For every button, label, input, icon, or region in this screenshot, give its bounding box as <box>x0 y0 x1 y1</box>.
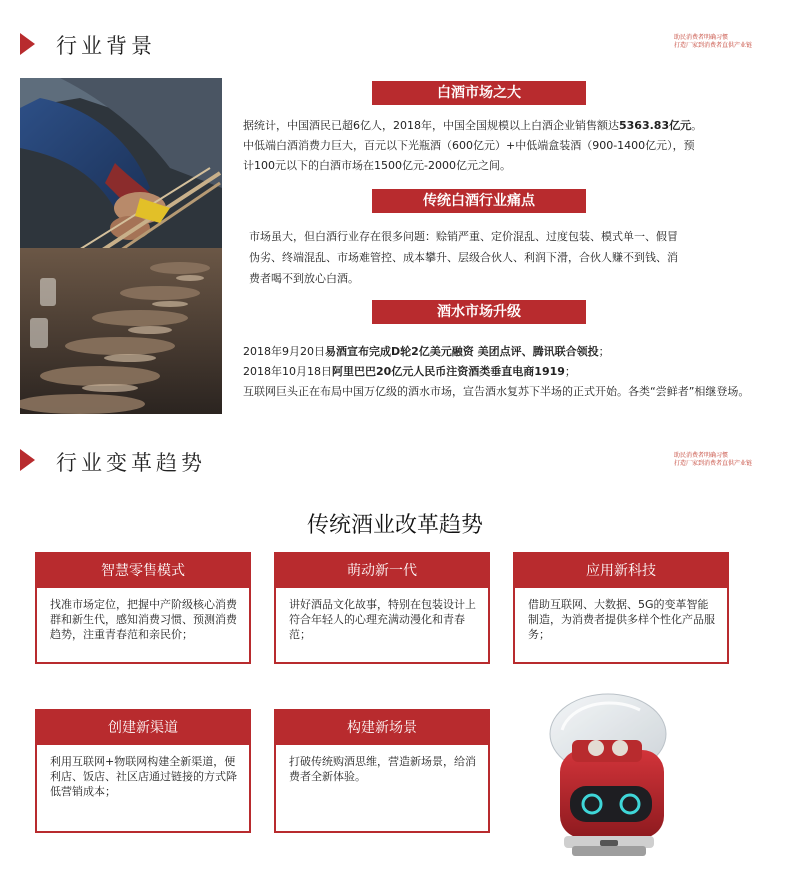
market-upgrade-paragraph <box>243 342 768 402</box>
news-date-2: 2018年10月18日 <box>243 365 332 378</box>
trend-card-title: 创建新渠道 <box>37 711 249 745</box>
trend-card-new-tech <box>513 552 729 664</box>
trend-card-title: 萌动新一代 <box>276 554 488 588</box>
section-title-trends: 行业变革趋势 <box>56 451 206 475</box>
news-line-2 <box>243 362 768 382</box>
trend-card-title: 智慧零售模式 <box>37 554 249 588</box>
label-market-upgrade: 酒水市场升级 <box>372 300 586 324</box>
trend-card-title: 应用新科技 <box>515 554 727 588</box>
pain-points-paragraph: 市场虽大，但白酒行业存在很多问题：赊销严重、定价混乱、过度包装、模式单一、假冒伪劣、终端混乱、市场难管控、成本攀升、层级合伙人、利润下滑，合伙人赚不到钱、消费者喝不到放心白酒。 <box>249 230 678 285</box>
trend-card-new-generation <box>274 552 490 664</box>
section-slogan <box>674 452 784 468</box>
trend-card-body: 打破传统购酒思维，营造新场景，给消费者全新体验。 <box>289 755 476 783</box>
market-size-text-rest: 。中低端白酒消费力巨大，百元以下光瓶酒（600亿元）+中低端盒装酒（900-1400亿元），预计100元以下的白酒市场在1500亿元-2000亿元之间。 <box>243 119 703 172</box>
section-slogan <box>674 34 784 50</box>
slogan-text: 助民消费者明确习惯 打造厂家到消费者直供产业链 <box>674 34 753 49</box>
trend-card-new-channel <box>35 709 251 833</box>
section-title-background: 行业背景 <box>56 34 156 58</box>
trend-card-body: 讲好酒品文化故事，特别在包装设计上符合年轻人的心理充满动漫化和青春范； <box>289 598 476 641</box>
news-date-1: 2018年9月20日 <box>243 345 325 358</box>
news-headline-1: 易酒宣布完成D轮2亿美元融资 美团点评、腾讯联合领投 <box>325 345 599 358</box>
market-size-paragraph <box>243 116 705 176</box>
news-line-1 <box>243 342 768 362</box>
news-punct-2: ； <box>564 365 576 378</box>
news-headline-2: 阿里巴巴20亿元人民币注资酒类垂直电商1919 <box>332 365 565 378</box>
news-punct-1: ； <box>598 345 610 358</box>
market-size-figure: 5363.83亿元 <box>619 119 692 132</box>
label-market-size: 白酒市场之大 <box>372 81 586 105</box>
slogan-text: 助民消费者明确习惯 打造厂家到消费者直供产业链 <box>674 452 753 467</box>
section-marker-icon <box>20 449 35 471</box>
baijiu-workshop-photo <box>20 78 222 414</box>
market-size-text: 据统计，中国酒民已超6亿人，2018年，中国全国规模以上白酒企业销售额达 <box>243 119 619 132</box>
trend-card-body: 借助互联网、大数据、5G的变革智能制造，为消费者提供多样个性化产品服务； <box>528 598 715 641</box>
trend-card-body: 利用互联网+物联网构建全新渠道，便利店、饭店、社区店通过链接的方式降低营销成本； <box>50 755 237 798</box>
section-marker-icon <box>20 33 35 55</box>
trend-card-title: 构建新场景 <box>276 711 488 745</box>
photo-illustration <box>20 78 222 414</box>
trend-card-body: 找准市场定位，把握中产阶级核心消费群和新生代，感知消费习惯、预测消费趋势，注重青春范和亲民价； <box>50 598 237 641</box>
trend-title: 传统酒业改革趋势 <box>306 513 483 538</box>
trend-card-new-scene <box>274 709 490 833</box>
smart-wine-dispenser-image <box>530 690 700 865</box>
news-summary: 互联网巨头正在布局中国万亿级的酒水市场，宣告酒水复苏下半场的正式开始。各类“尝鲜者”相继登场。 <box>243 385 750 398</box>
label-pain-points: 传统白酒行业痛点 <box>372 189 586 213</box>
trend-card-smart-retail <box>35 552 251 664</box>
